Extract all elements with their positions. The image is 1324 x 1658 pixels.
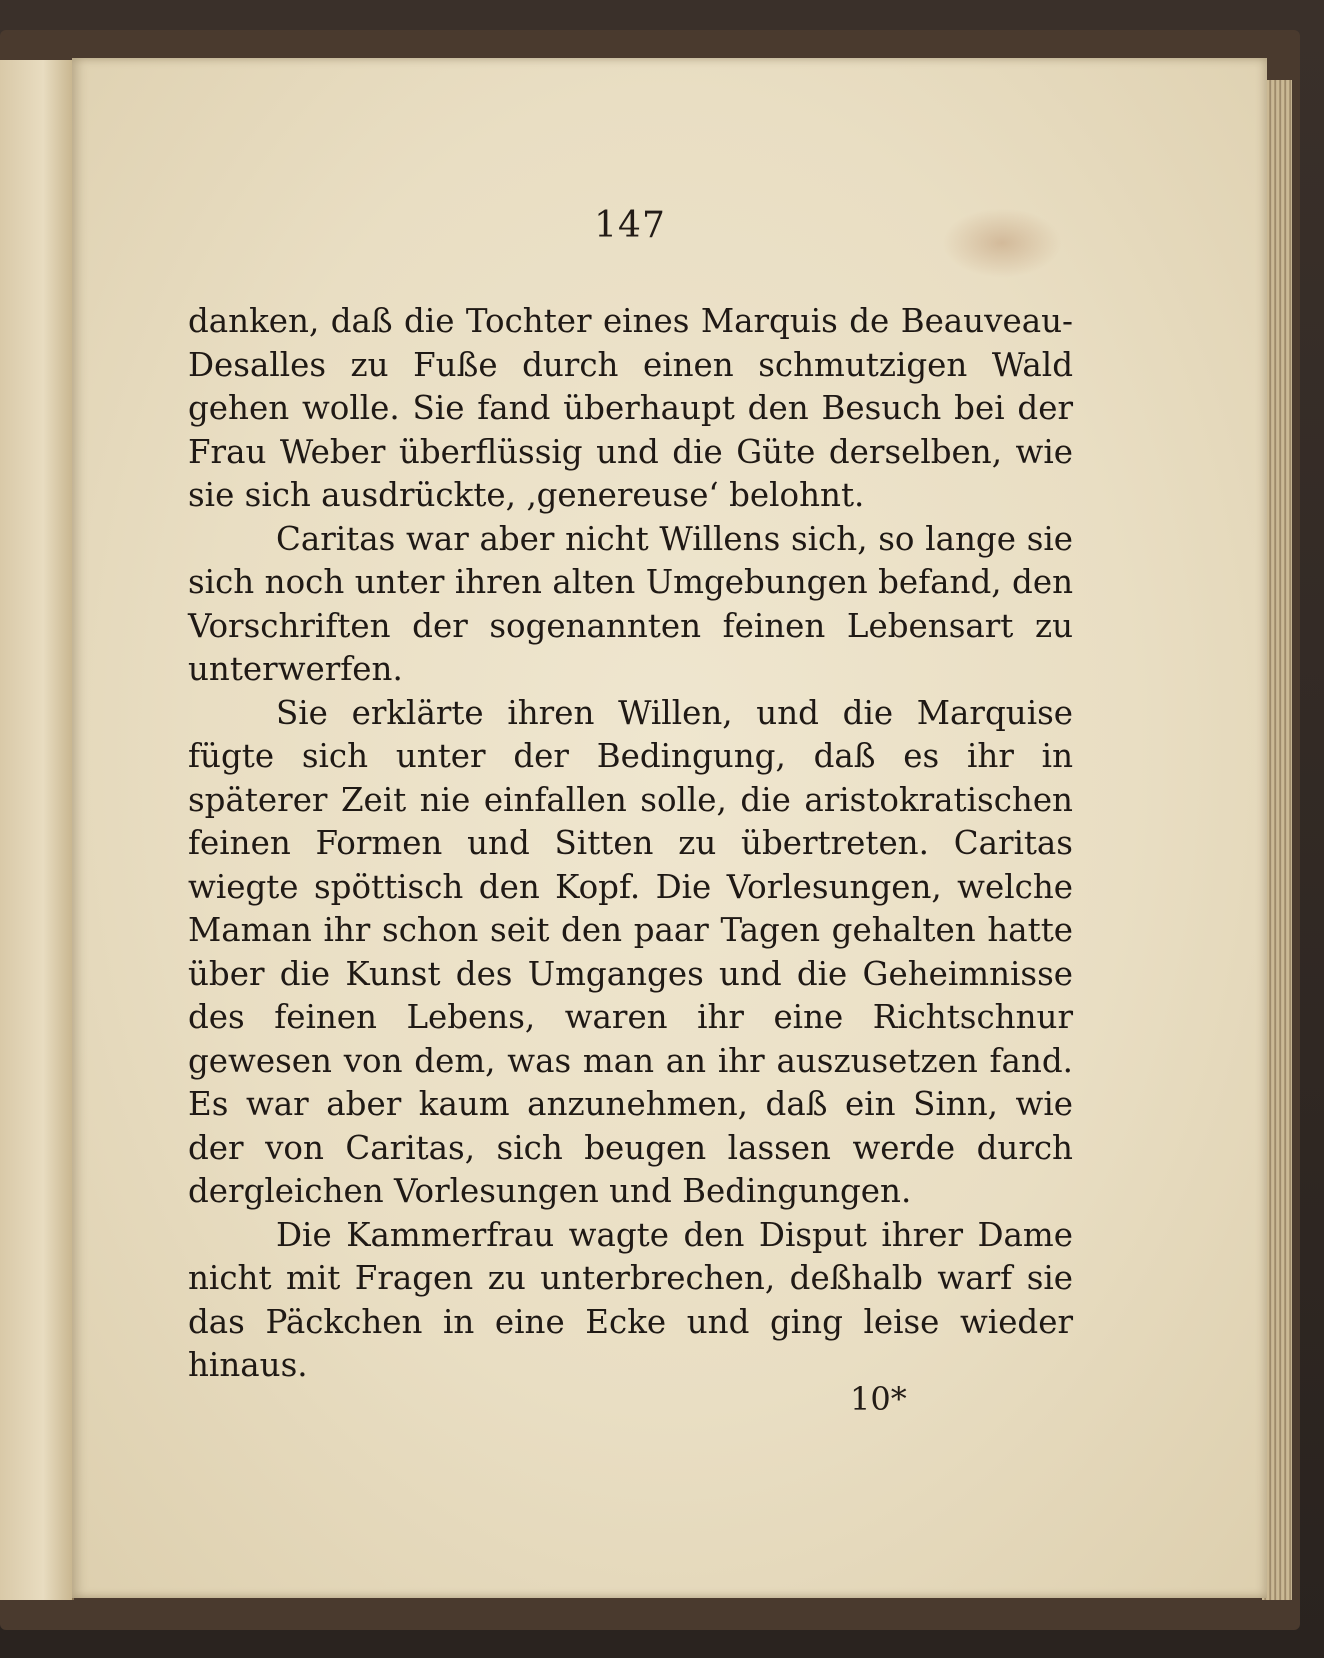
paragraph-3: Sie erklärte ihren Willen, und die Marquise fügte sich unter der Bedingung, daß es ihr in späterer Zeit nie einfallen solle, die aristokratischen feinen Formen und Sitten zu übertreten. Caritas wiegte spöttisch den Kopf. Die Vorlesungen, welche Maman ihr schon seit den paar Tagen gehalten hatte über die Kunst des Umganges und die Geheimnisse des feinen Lebens, waren ihr eine Richtschnur gewesen von dem, was man an ihr auszusetzen fand. Es war aber kaum anzunehmen, daß ein Sinn, wie der von Caritas, sich beugen lassen werde durch dergleichen Vorlesungen und Bedingungen. [188,693,1073,1210]
body-text [188,300,1073,1388]
signature-mark: 10* [850,1380,907,1418]
paragraph-2: Caritas war aber nicht Willens sich, so lange sie sich noch unter ihren alten Umgebungen befand, den Vorschriften der sogenannten feinen Lebensart zu unterwerfen. [188,519,1073,688]
left-page-edge [0,60,74,1600]
page-number: 147 [594,205,666,246]
paragraph-4: Die Kammerfrau wagte den Disput ihrer Dame nicht mit Fragen zu unterbrechen, deßhalb warf sie das Päckchen in eine Ecke und ging leise wieder hinaus. [188,1215,1073,1384]
paragraph-1: danken, daß die Tochter eines Marquis de Beauveau-Desalles zu Fuße durch einen schmutzigen Wald gehen wolle. Sie fand überhaupt den Besuch bei der Frau Weber überflüssig und die Güte derselben, wie sie sich ausdrückte, ‚genereuse‘ belohnt. [188,302,1073,514]
